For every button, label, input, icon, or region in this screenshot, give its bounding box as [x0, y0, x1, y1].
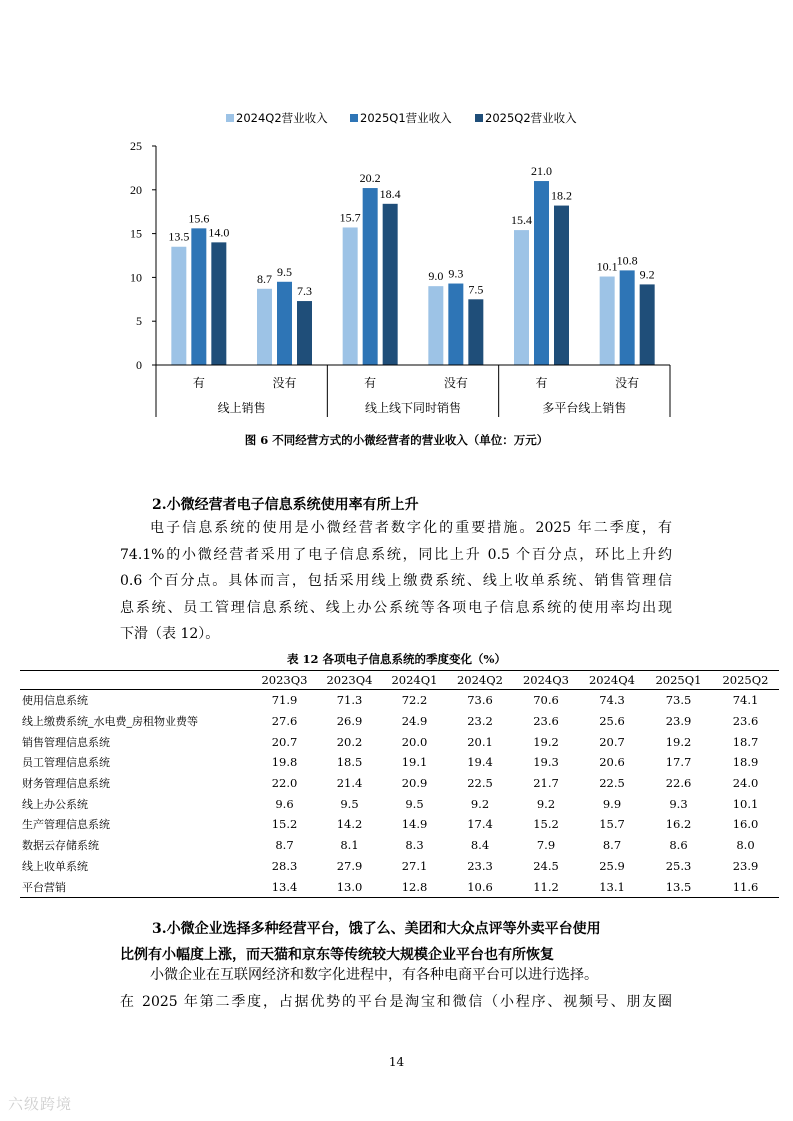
- legend-label: 2025Q1营业收入: [360, 111, 452, 125]
- category-label: 有: [364, 376, 377, 390]
- bar-data-label: 8.7: [257, 271, 272, 286]
- row-label: 线上收单系统: [22, 859, 88, 873]
- bar-data-label: 10.1: [596, 259, 618, 274]
- legend-swatch: [226, 114, 234, 122]
- bar-data-label: 9.5: [277, 264, 292, 279]
- col-header: 2025Q2: [712, 671, 779, 690]
- bar: [257, 289, 272, 365]
- table-row: [20, 835, 779, 856]
- section3-heading-line: 比例有小幅度上涨，而天猫和京东等传统较大规模企业平台也有所恢复: [120, 947, 554, 963]
- row-label: 使用信息系统: [22, 694, 88, 708]
- legend-swatch: [475, 114, 483, 122]
- bar: [211, 242, 226, 365]
- row-label: 线上缴费系统_水电费_房租物业费等: [22, 715, 198, 729]
- section2-line: 0.6 个百分点。具体而言，包括采用线上缴费系统、线上收单系统、销售管理信: [120, 573, 672, 589]
- table-cell: 16.0: [732, 817, 759, 832]
- bar: [448, 284, 463, 365]
- category-label: 没有: [272, 376, 297, 390]
- y-tick-label: 20: [130, 182, 142, 197]
- col-header: 2024Q3: [513, 671, 579, 690]
- legend-swatch: [350, 114, 358, 122]
- table-caption: 表 12 各项电子信息系统的季度变化（%）: [287, 652, 506, 666]
- y-tick-label: 25: [130, 139, 142, 153]
- table-row: [20, 876, 779, 897]
- info-system-table: [20, 670, 779, 898]
- table-cell: 24.9: [401, 714, 428, 729]
- table-cell: 14.9: [401, 817, 428, 832]
- category-label: 有: [192, 376, 205, 390]
- table-cell: 8.1: [340, 838, 359, 853]
- watermark-logo: 六级跨境: [8, 1095, 73, 1113]
- bar: [297, 301, 312, 365]
- bar: [620, 270, 635, 365]
- table-cell: 17.7: [665, 755, 692, 770]
- section2-paragraph: [120, 515, 672, 648]
- table-cell: 19.4: [467, 755, 493, 770]
- bar-data-label: 20.2: [359, 171, 381, 186]
- table-cell: 18.9: [732, 755, 759, 770]
- bar: [534, 181, 549, 365]
- section3-heading: [120, 916, 672, 968]
- table-cell: 20.9: [401, 776, 428, 791]
- table-cell: 14.2: [336, 817, 363, 832]
- section3-heading-line: 3.小微企业选择多种经营平台，饿了么、美团和大众点评等外卖平台使用: [152, 921, 601, 937]
- table-cell: 73.5: [665, 693, 692, 708]
- table-cell: 71.3: [336, 693, 363, 708]
- table-cell: 73.6: [467, 693, 493, 708]
- table-cell: 9.6: [275, 796, 294, 811]
- bar-series-group: [168, 164, 654, 365]
- bar-data-label: 14.0: [208, 225, 230, 240]
- table-row: [20, 711, 779, 732]
- col-header: 2025Q1: [645, 671, 712, 690]
- legend-label: 2024Q2营业收入: [236, 111, 328, 125]
- table-cell: 15.2: [533, 817, 559, 832]
- table-row: [20, 856, 779, 877]
- table-cell: 11.2: [513, 876, 579, 897]
- table-cell: 19.2: [533, 734, 559, 749]
- table-cell: 16.2: [665, 817, 692, 832]
- bar: [468, 299, 483, 365]
- table-row: [20, 793, 779, 814]
- table-cell: 25.9: [599, 858, 625, 873]
- category-label: 没有: [615, 376, 640, 390]
- table-cell: 11.6: [712, 876, 779, 897]
- table-cell: 8.7: [602, 838, 622, 853]
- bar-data-label: 21.0: [531, 164, 552, 179]
- table-cell: 8.0: [736, 838, 755, 853]
- row-label: 平台营销: [20, 876, 252, 897]
- bar-data-label: 7.3: [297, 284, 312, 299]
- table-cell: 9.9: [602, 796, 622, 811]
- table-cell: 26.9: [336, 714, 363, 729]
- table-cell: 9.3: [669, 796, 688, 811]
- table-cell: 9.2: [536, 796, 556, 811]
- bar-data-label: 18.4: [379, 186, 401, 201]
- table-cell: 19.3: [533, 755, 559, 770]
- table-cell: 22.5: [599, 776, 625, 791]
- section3-paragraph: [120, 962, 672, 1015]
- table-cell: 18.5: [336, 755, 363, 770]
- bar: [640, 284, 655, 365]
- table-cell: 20.0: [401, 734, 428, 749]
- table-cell: 28.3: [271, 858, 298, 873]
- table-cell: 25.3: [665, 858, 692, 873]
- x-axis: [156, 365, 670, 417]
- table-cell: 20.7: [599, 734, 625, 749]
- y-tick-label: 10: [130, 270, 142, 285]
- table-cell: 23.9: [665, 714, 692, 729]
- table-cell: 20.6: [599, 755, 625, 770]
- table-row: [20, 773, 779, 794]
- table-cell: 18.7: [732, 734, 759, 749]
- row-label: 线上办公系统: [22, 797, 88, 811]
- table-cell: 23.6: [732, 714, 759, 729]
- table-cell: 15.2: [271, 817, 298, 832]
- category-label: 没有: [443, 376, 468, 390]
- table-cell: 13.1: [579, 876, 645, 897]
- table-cell: 20.1: [467, 734, 493, 749]
- table-cell: 10.6: [447, 876, 513, 897]
- table-cell: 23.2: [467, 714, 493, 729]
- bar: [514, 230, 529, 365]
- section2-line: 下滑（表 12）。: [120, 626, 220, 642]
- table-cell: 10.1: [732, 796, 759, 811]
- table-cell: 15.7: [599, 817, 625, 832]
- bar-data-label: 10.8: [616, 253, 638, 268]
- revenue-bar-chart: [0, 0, 793, 425]
- section2-line: 息系统、员工管理信息系统、线上办公系统等各项电子信息系统的使用率均出现: [120, 599, 672, 616]
- bar-data-label: 15.6: [188, 211, 210, 226]
- bar-data-label: 13.5: [168, 229, 190, 244]
- table-cell: 8.7: [275, 838, 294, 853]
- table-cell: 23.3: [467, 858, 493, 873]
- table-cell: 27.9: [336, 858, 363, 873]
- bar-data-label: 7.5: [468, 282, 484, 297]
- table-row: [20, 731, 779, 752]
- section2-line: 74.1%的小微经营者采用了电子信息系统，同比上升 0.5 个百分点，环比上升约: [120, 546, 672, 563]
- table-cell: 71.9: [271, 693, 298, 708]
- table-row: [20, 814, 779, 835]
- section2-line: 电子信息系统的使用是小微经营者数字化的重要措施。2025 年二季度，有: [150, 520, 672, 536]
- table-cell: 22.0: [271, 776, 298, 791]
- table-cell: 74.1: [732, 693, 759, 708]
- figure-caption: 图 6 不同经营方式的小微经营者的营业收入（单位：万元）: [244, 433, 549, 447]
- col-header: 2024Q2: [447, 671, 513, 690]
- bar: [428, 286, 443, 365]
- table-cell: 70.6: [533, 693, 559, 708]
- bar: [171, 247, 186, 365]
- header-empty: [20, 671, 252, 690]
- table-cell: 20.7: [271, 734, 298, 749]
- row-label: 生产管理信息系统: [22, 818, 110, 832]
- table-cell: 19.1: [401, 755, 428, 770]
- col-header: 2023Q3: [252, 671, 317, 690]
- row-label: 财务管理信息系统: [22, 777, 110, 791]
- table-cell: 21.7: [533, 776, 559, 791]
- col-header: 2023Q4: [317, 671, 382, 690]
- group-label: 线上线下同时销售: [364, 401, 462, 415]
- table-row: [20, 752, 779, 773]
- table-cell: 12.8: [382, 876, 447, 897]
- bar-data-label: 18.2: [551, 188, 572, 203]
- table-cell: 24.0: [732, 776, 759, 791]
- table-cell: 19.2: [665, 734, 692, 749]
- table-cell: 74.3: [599, 693, 625, 708]
- bar-data-label: 9.2: [639, 267, 655, 282]
- table-cell: 22.6: [665, 776, 692, 791]
- table-cell: 22.5: [467, 776, 493, 791]
- table-row: [20, 690, 779, 711]
- table-cell: 8.4: [470, 838, 490, 853]
- chart-legend: [226, 111, 577, 125]
- table-cell: 9.5: [340, 796, 359, 811]
- y-tick-label: 15: [130, 226, 142, 241]
- table-cell: 9.2: [470, 796, 490, 811]
- table-cell: 27.6: [271, 714, 298, 729]
- bar: [383, 204, 398, 365]
- table-cell: 7.9: [536, 838, 556, 853]
- table-cell: 13.0: [317, 876, 382, 897]
- legend-label: 2025Q2营业收入: [485, 111, 577, 125]
- table-header-row: [20, 671, 779, 690]
- table-cell: 19.8: [271, 755, 298, 770]
- row-label: 数据云存储系统: [22, 839, 99, 853]
- section2-heading: 2.小微经营者电子信息系统使用率有所上升: [152, 497, 419, 513]
- bar: [600, 277, 615, 365]
- bar: [343, 227, 358, 365]
- y-tick-label: 5: [136, 314, 142, 329]
- section3-line: 小微企业在互联网经济和数字化进程中，有各种电商平台可以进行选择。: [150, 967, 598, 983]
- table-cell: 17.4: [467, 817, 493, 832]
- table-cell: 20.2: [336, 734, 363, 749]
- section3-line: 在 2025 年第二季度，占据优势的平台是淘宝和微信（小程序、视频号、朋友圈: [120, 993, 672, 1010]
- table-cell: 8.6: [669, 838, 688, 853]
- table-cell: 25.6: [599, 714, 625, 729]
- bar: [191, 228, 206, 365]
- group-label: 多平台线上销售: [542, 401, 627, 415]
- table-cell: 24.5: [533, 858, 559, 873]
- table-cell: 13.4: [252, 876, 317, 897]
- bar: [277, 282, 292, 365]
- col-header: 2024Q4: [579, 671, 645, 690]
- bar: [554, 206, 569, 365]
- table-cell: 23.6: [533, 714, 559, 729]
- bar-data-label: 15.4: [511, 213, 532, 228]
- row-label: 销售管理信息系统: [22, 735, 110, 749]
- table-cell: 9.5: [405, 796, 424, 811]
- page-number: 14: [388, 1055, 405, 1069]
- category-label: 有: [535, 376, 548, 390]
- bar-data-label: 15.7: [339, 210, 361, 225]
- col-header: 2024Q1: [382, 671, 447, 690]
- bar-data-label: 9.3: [448, 266, 464, 281]
- y-tick-label: 0: [136, 358, 142, 372]
- table-cell: 8.3: [405, 838, 424, 853]
- table-cell: 27.1: [401, 858, 428, 873]
- table-cell: 72.2: [401, 693, 428, 708]
- table-cell: 21.4: [336, 776, 363, 791]
- table-cell: 13.5: [645, 876, 712, 897]
- row-label: 员工管理信息系统: [22, 756, 110, 770]
- y-axis: [130, 139, 156, 372]
- bar: [363, 188, 378, 365]
- group-label: 线上销售: [217, 401, 266, 415]
- table-cell: 23.9: [732, 858, 759, 873]
- bar-data-label: 9.0: [428, 269, 444, 284]
